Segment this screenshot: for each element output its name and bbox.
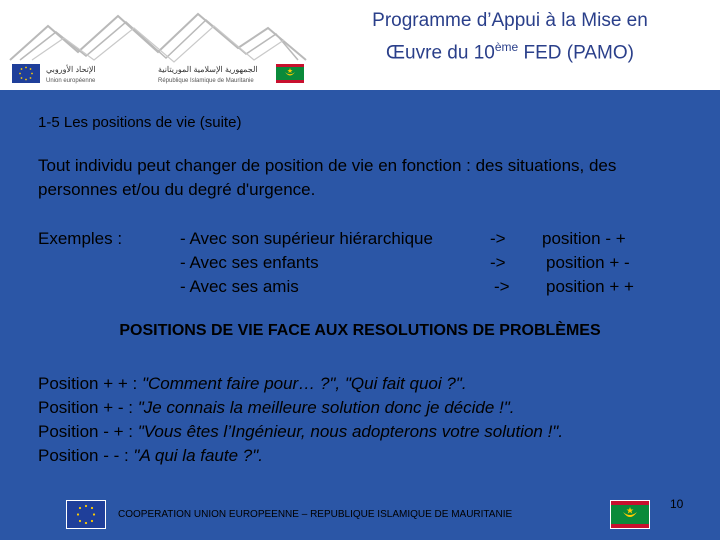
example-text: - Avec ses amis <box>180 277 299 296</box>
title-line-2: Œuvre du 10ème FED (PAMO) <box>386 40 634 64</box>
examples-label: Exemples : <box>38 229 123 248</box>
positions-heading: POSITIONS DE VIE FACE AUX RESOLUTIONS DE PROBLÈMES <box>119 322 601 339</box>
example-row <box>180 229 680 253</box>
rim-label-french: République Islamique de Mauritanie <box>158 78 254 84</box>
example-text: - Avec ses enfants <box>180 253 319 272</box>
example-position: position - + <box>542 229 626 248</box>
example-row <box>180 253 680 277</box>
eu-label-arabic: الإتحاد الأوروبي <box>46 65 96 74</box>
list-item: Position - - : "A qui la faute ?". <box>38 446 263 465</box>
list-item: Position + - : "Je connais la meilleure solution donc je décide !". <box>38 398 515 417</box>
title-line-1: Programme d’Appui à la Mise en <box>372 10 648 31</box>
list-item: Position + + : "Comment faire pour… ?", "Qui fait quoi ?". <box>38 374 467 393</box>
eu-label-french: Union européenne <box>46 78 96 84</box>
page-number: 10 <box>670 497 684 511</box>
footer-eu-flag-icon <box>66 500 106 529</box>
rim-label-arabic: الجمهورية الإسلامية الموريتانية <box>158 65 258 74</box>
header-banner <box>0 0 720 90</box>
arrow-icon: -> <box>490 229 506 248</box>
mauritania-flag-icon <box>276 64 304 83</box>
example-position: position + - <box>546 253 630 272</box>
footer-text: COOPERATION UNION EUROPEENNE – REPUBLIQUE ISLAMIQUE DE MAURITANIE <box>118 509 513 520</box>
footer-mauritania-flag-icon <box>610 500 650 529</box>
eu-flag-icon <box>12 64 40 83</box>
example-row <box>180 277 680 301</box>
section-heading: 1-5 Les positions de vie (suite) <box>38 114 242 131</box>
arrow-icon: -> <box>494 277 510 296</box>
example-position: position + + <box>546 277 634 296</box>
mountains-logo-icon <box>8 6 308 64</box>
page-title <box>300 8 720 66</box>
positions-list <box>38 372 563 468</box>
example-text: - Avec son supérieur hiérarchique <box>180 229 433 248</box>
arrow-icon: -> <box>490 253 506 272</box>
list-item: Position - + : "Vous êtes l’Ingénieur, nous adopterons votre solution !". <box>38 422 564 441</box>
logo-area <box>8 6 308 88</box>
intro-paragraph: Tout individu peut changer de position de vie en fonction : des situations, des personnes et/ou du degré d'urgence. <box>38 156 617 199</box>
